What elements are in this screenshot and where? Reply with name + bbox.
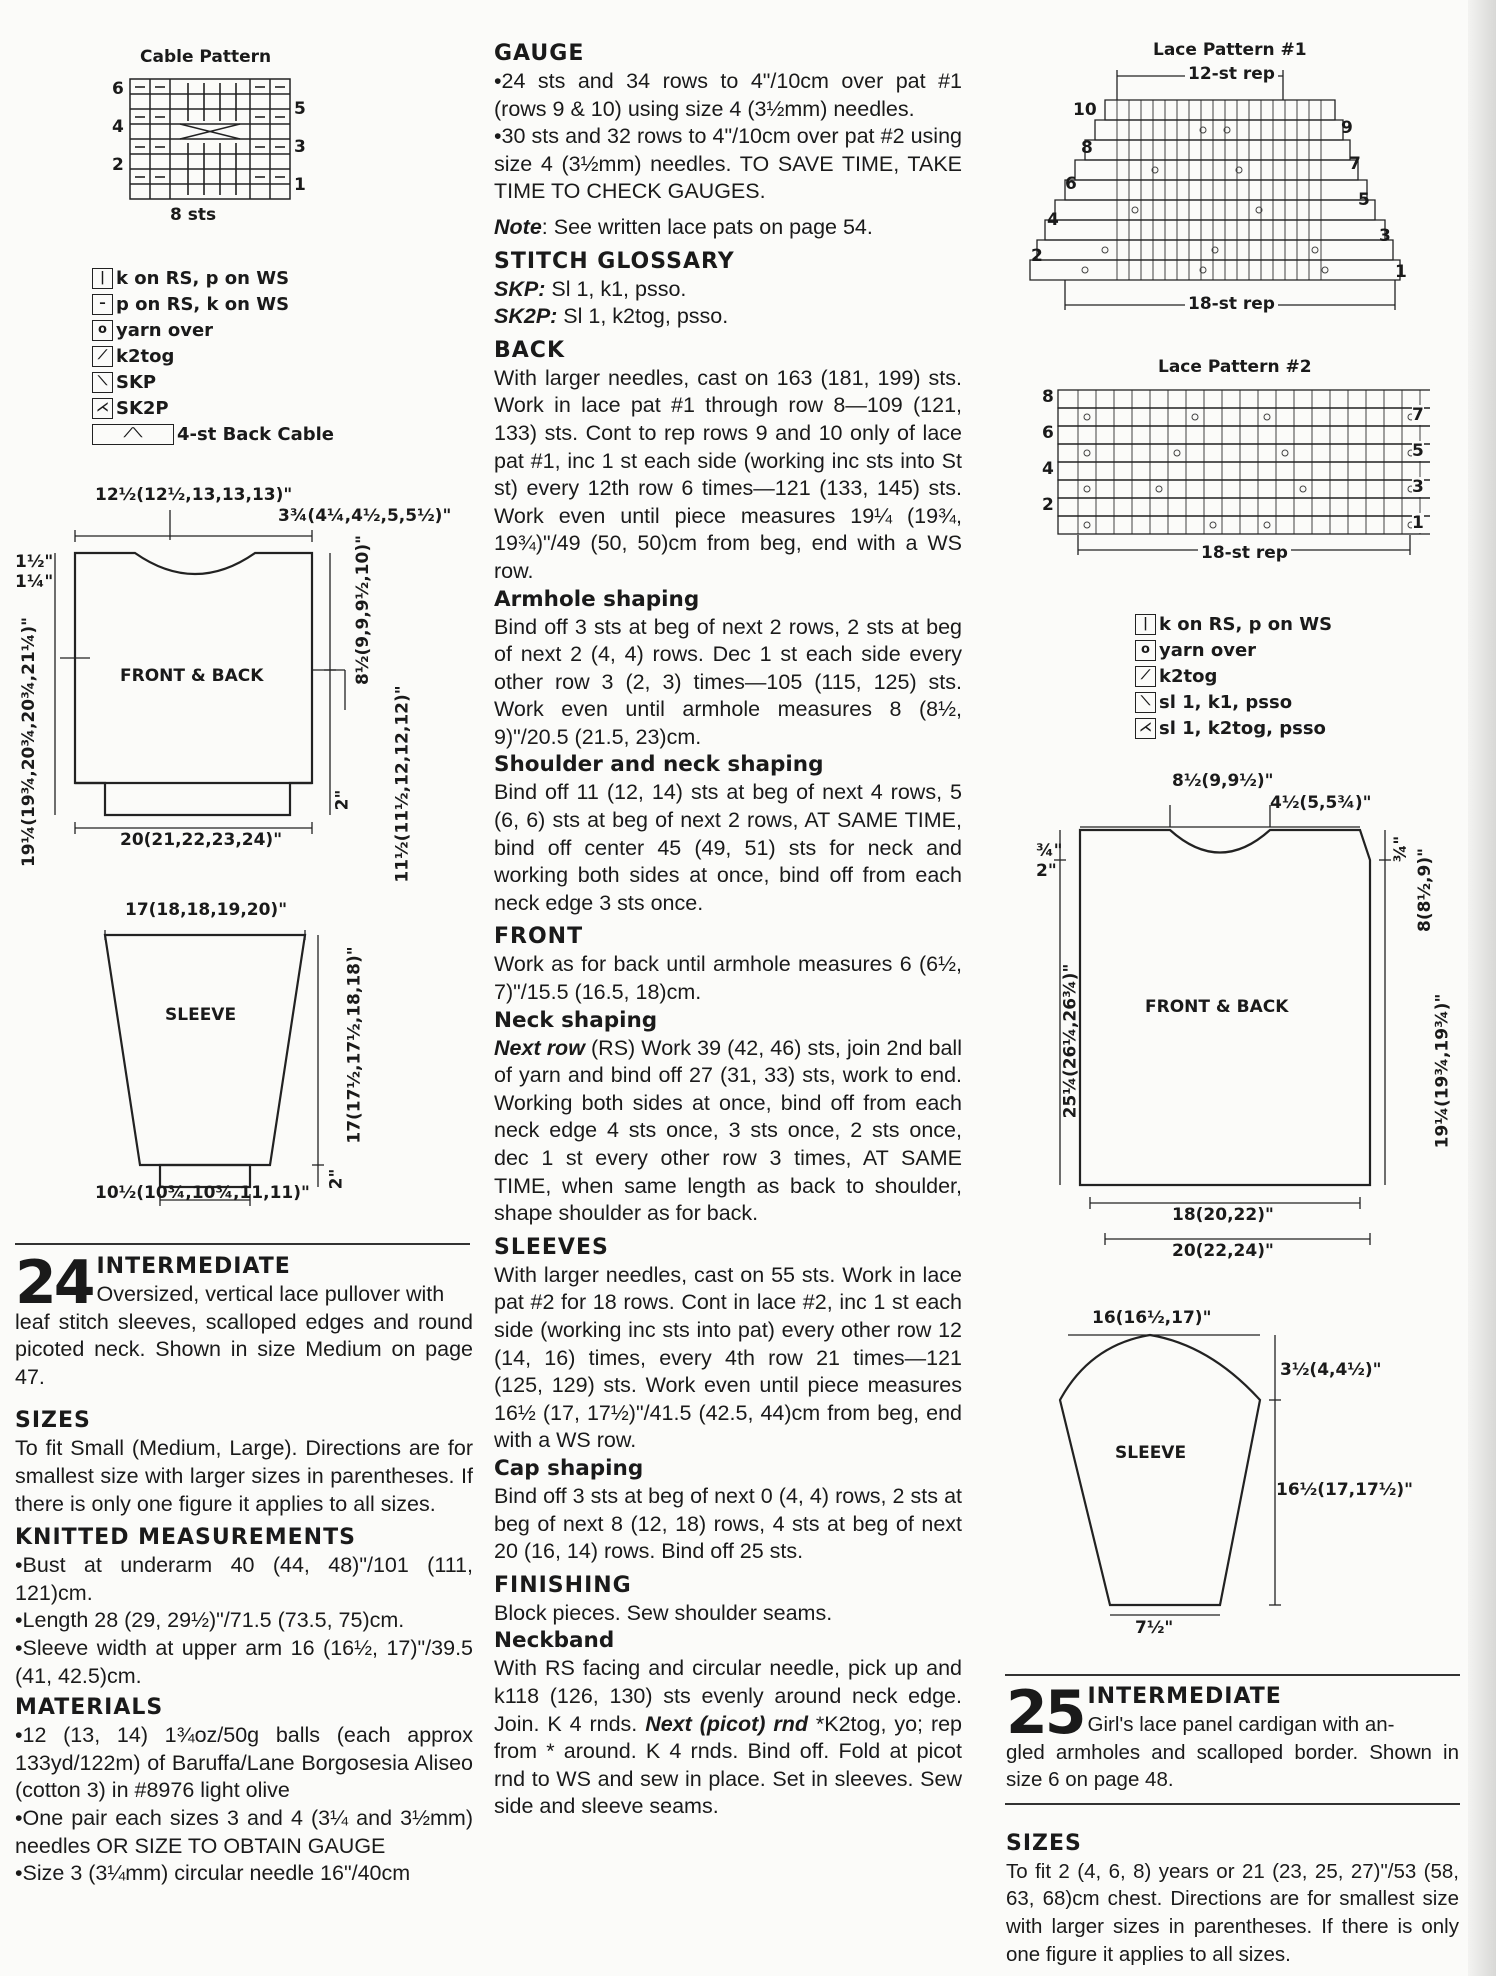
pattern-25-sizes-heading: SIZES <box>1006 1830 1082 1856</box>
front-text: Work as for back until armhole measures 6 (6½, 7)"/15.5 (16.5, 18)cm. <box>494 952 962 1005</box>
pattern-24-intro-first: Oversized, vertical lace pullover with <box>96 1282 445 1306</box>
pattern-24-knitted-heading: KNITTED MEASUREMENTS <box>15 1525 356 1551</box>
lace-1-row-3: 3 <box>1379 226 1391 246</box>
cable-row-2: 2 <box>112 155 124 175</box>
cable-row-3: 3 <box>294 137 306 157</box>
cable-row-1: 1 <box>294 175 306 195</box>
schematic-24-neck2-dim: 1¼" <box>15 572 54 592</box>
glossary-sk2p: SK2P: Sl 1, k2tog, psso. <box>494 304 729 329</box>
neckband-text: With RS facing and circular needle, pick up and k118 (126, 130) sts evenly around neck edge. Join. K 4 rnds. Next (picot) rnd *K2tog, yo; rep from * around. K 4 rnds. Bind off. Fold at picot rnd to WS and sew in place. Set in sleeves. Sew side and sleeve seams. <box>494 1656 963 1819</box>
schematic-25-top-dim: 8½(9,9½)" <box>1172 771 1274 791</box>
pattern-25-level: INTERMEDIATE <box>1087 1684 1282 1709</box>
neckband-heading: Neckband <box>494 1628 615 1654</box>
lace-2-row-1: 1 <box>1412 513 1424 533</box>
schematic-25-sleeve-top-dim: 16(16½,17)" <box>1092 1308 1212 1328</box>
sk2p-symbol-icon: ⋌ <box>1135 718 1156 739</box>
lace-key <box>1135 611 1395 741</box>
gauge-item: •24 sts and 34 rows to 4"/10cm over pat #1 (rows 9 & 10) using size 4 (3½mm) needles. <box>494 69 962 121</box>
pattern-25-intro-first: Girl's lace panel cardigan with an- <box>1087 1713 1395 1736</box>
knit-symbol-icon: | <box>1135 614 1156 635</box>
purl-symbol-icon: – <box>92 294 113 315</box>
pattern-24-materials-heading: MATERIALS <box>15 1695 164 1721</box>
pattern-24-intro: leaf stitch sleeves, scalloped edges and round picoted neck. Shown in size Medium on page 47. <box>15 1309 473 1389</box>
lace-1-row-8: 8 <box>1081 138 1093 158</box>
pattern-24-knitted-list <box>15 1552 473 1690</box>
schematic-25-shoulder-dim: 4½(5,5¾)" <box>1270 793 1372 813</box>
neck-text: Next row (RS) Work 39 (42, 46) sts, join 2nd ball of yarn and bind off 27 (31, 33) sts, work to end. Working both sides at once, bind off from each neck edge 4 sts once, 3 sts once, 2 sts once, dec 1 st every other row 3 times, AT SAME TIME, when same length as back to shoulder, shape shoulder as for back. <box>494 1035 962 1226</box>
schematic-25-sleeve-outline <box>1050 1305 1450 1645</box>
pattern-24-sizes: To fit Small (Medium, Large). Directions are for smallest size with larger sizes in parentheses. If there is only one figure it applies to all sizes. <box>15 1436 473 1516</box>
key2-item-k2tog: ⟋ k2tog <box>1135 663 1395 689</box>
lace-2-title: Lace Pattern #2 <box>1158 357 1312 377</box>
gauge-heading: GAUGE <box>494 41 585 66</box>
lace-1-row-10: 10 <box>1073 100 1097 120</box>
finishing-heading: FINISHING <box>494 1572 632 1598</box>
schematic-25-body-label: FRONT & BACK <box>1145 997 1289 1017</box>
cable-row-6: 6 <box>112 79 124 99</box>
shoulder-heading: Shoulder and neck shaping <box>494 752 824 778</box>
cable-key <box>92 265 412 447</box>
armhole-text: Bind off 3 sts at beg of next 2 rows, 2 sts at beg of next 2 (4, 4) rows. Dec 1 st each side every other row 3 (2, 3) times—105 (115, 125) sts. Work even until armhole measures 8 (8½, 9)"/20.5 (21.5, 23)cm. <box>494 614 962 749</box>
back-heading: BACK <box>494 337 565 363</box>
key-item-back-cable: ⟋⟍ 4-st Back Cable <box>92 421 412 447</box>
schematic-24-rib-dim: 2" <box>332 789 353 811</box>
schematic-24-sleeve-rib-dim: 2" <box>326 1168 347 1190</box>
cable-chart-title: Cable Pattern <box>140 47 272 67</box>
sleeves-heading: SLEEVES <box>494 1234 609 1260</box>
lace-1-title: Lace Pattern #1 <box>1153 40 1307 60</box>
knit-symbol-icon: | <box>92 268 113 289</box>
skp-symbol-icon: ⟍ <box>92 372 113 393</box>
schematic-25-length-dim: 25¼(26¼,26¾)" <box>1060 963 1081 1119</box>
schematic-24-sleeve-bottom-dim: 10½(10¾,10¾,11,11)" <box>95 1183 310 1203</box>
pattern-24-materials-list <box>15 1722 473 1888</box>
schematic-25-armhole-dim: 8(8½,9)" <box>1414 848 1435 932</box>
glossary-heading: STITCH GLOSSARY <box>494 248 735 274</box>
lace-1-row-9: 9 <box>1341 118 1353 138</box>
cable-chart-grid <box>100 75 320 205</box>
schematic-24-sleeve-top-dim: 17(18,18,19,20)" <box>125 900 288 920</box>
schematic-25-sleeve-bottom-dim: 7½" <box>1135 1618 1174 1638</box>
cap-heading: Cap shaping <box>494 1455 644 1481</box>
schematic-25-sleeve-cap-dim: 3½(4,4½)" <box>1280 1360 1382 1380</box>
pattern-25-text <box>1006 1677 1459 1968</box>
list-item: •One pair each sizes 3 and 4 (3¼ and 3½mm) needles OR SIZE TO OBTAIN GAUGE <box>15 1805 473 1858</box>
cable-chart <box>100 45 320 235</box>
lace-1-row-5: 5 <box>1358 190 1370 210</box>
pattern-25-sizes: To fit 2 (4, 6, 8) years or 21 (23, 25, 27)"/53 (58, 63, 68)cm chest. Directions are for smallest size with larger sizes in parentheses. If there is only one figure it applies to all sizes. <box>1006 1859 1459 1966</box>
list-item: •Bust at underarm 40 (44, 48)"/101 (111, 121)cm. <box>15 1553 473 1605</box>
lace-2-row-5: 5 <box>1412 441 1424 461</box>
divider-24 <box>15 1243 470 1245</box>
pattern-24-text <box>15 1247 473 1888</box>
schematic-24-shoulder-dim: 3¾(4¼,4½,5,5½)" <box>278 506 452 526</box>
lace-2-grid <box>1030 355 1430 565</box>
pattern-25-intro: gled armholes and scalloped border. Shown in size 6 on page 48. <box>1006 1740 1459 1792</box>
gauge-item: •30 sts and 32 rows to 4"/10cm over pat #2 using size 4 (3½mm) needles. TO SAVE TIME, TAKE TIME TO CHECK GAUGES. <box>494 124 962 204</box>
key2-item-skp: ⟍ sl 1, k1, psso <box>1135 689 1395 715</box>
yarn-over-symbol-icon: o <box>1135 640 1156 661</box>
list-item: •Size 3 (3¼mm) circular needle 16"/40cm <box>15 1861 411 1886</box>
middle-column <box>494 40 962 1821</box>
key-item-k2tog: ⟋ k2tog <box>92 343 412 369</box>
key2-item-yarn-over: o yarn over <box>1135 637 1395 663</box>
back-cable-symbol-icon: ⟋⟍ <box>92 424 174 445</box>
schematic-24-armhole-dim: 8½(9,9,9½,10)" <box>352 535 373 685</box>
schematic-24-sleeve-length-dim: 17(17½,17½,18,18)" <box>344 946 365 1144</box>
schematic-24-front-back <box>0 480 470 883</box>
schematic-24-bottom-dim: 20(21,22,23,24)" <box>120 830 283 850</box>
skp-symbol-icon: ⟍ <box>1135 692 1156 713</box>
key2-item-sk2p: ⋌ sl 1, k2tog, psso <box>1135 715 1395 741</box>
pattern-25-number: 25 <box>1006 1677 1084 1748</box>
lace-2-row-4: 4 <box>1042 459 1054 479</box>
divider-25 <box>1005 1674 1460 1676</box>
lace-2-row-6: 6 <box>1042 423 1054 443</box>
schematic-25-sleeve-length-dim: 16½(17,17½)" <box>1276 1480 1414 1500</box>
neck-heading: Neck shaping <box>494 1007 658 1033</box>
schematic-25-neck1-dim: ¾" <box>1036 841 1063 861</box>
list-item: •Length 28 (29, 29½)"/71.5 (73.5, 75)cm. <box>15 1608 405 1633</box>
pattern-24-level: INTERMEDIATE <box>96 1254 291 1279</box>
schematic-25-small-dim: ¾" <box>1391 835 1412 863</box>
schematic-24-sleeve-label: SLEEVE <box>165 1005 237 1025</box>
k2tog-symbol-icon: ⟋ <box>92 346 113 367</box>
pattern-24-sizes-heading: SIZES <box>15 1408 91 1434</box>
schematic-25-side-dim: 19¼(19¾,19¾)" <box>1432 993 1453 1149</box>
page-binding-edge <box>1468 0 1496 1976</box>
schematic-24-sleeve <box>80 895 380 1225</box>
list-item: •12 (13, 14) 1¾oz/50g balls (each approx 133yd/122m) of Baruffa/Lane Borgosesia Aliseo (cotton 3) in #8976 light olive <box>15 1723 473 1803</box>
schematic-25-sleeve-label: SLEEVE <box>1115 1443 1187 1463</box>
lace-1-row-4: 4 <box>1047 210 1059 230</box>
lace-2-row-8: 8 <box>1042 387 1054 407</box>
schematic-25-neck2-dim: 2" <box>1036 861 1057 881</box>
sk2p-symbol-icon: ⋌ <box>92 398 113 419</box>
cable-stitch-count: 8 sts <box>170 205 217 225</box>
schematic-24-top-dim: 12½(12½,13,13,13)" <box>95 485 293 505</box>
lace-2-row-3: 3 <box>1412 477 1424 497</box>
schematic-25-sleeve <box>1050 1305 1450 1645</box>
schematic-24-side-dim: 11½(11½,12,12,12)" <box>392 685 413 883</box>
lace-2-row-7: 7 <box>1412 405 1424 425</box>
schematic-25-front-back <box>1030 765 1460 1265</box>
lace-1-row-7: 7 <box>1349 154 1361 174</box>
lace-1-row-6: 6 <box>1065 174 1077 194</box>
schematic-25-bottom-dim: 20(22,24)" <box>1172 1241 1274 1261</box>
cap-text: Bind off 3 sts at beg of next 0 (4, 4) rows, 2 sts at beg of next 8 (12, 18) rows, 4 sts at beg of next 20 (16, 14) rows. Bind off 25 sts. <box>494 1483 962 1564</box>
key-item-sk2p: ⋌ SK2P <box>92 395 412 421</box>
schematic-24-length-dim: 19¼(19¾,20¾,20¾,21¼)" <box>19 616 40 868</box>
schematic-24-body-label: FRONT & BACK <box>120 666 264 686</box>
armhole-heading: Armhole shaping <box>494 586 700 612</box>
key2-item-knit: | k on RS, p on WS <box>1135 611 1395 637</box>
lace-2-row-2: 2 <box>1042 495 1054 515</box>
yarn-over-symbol-icon: o <box>92 320 113 341</box>
k2tog-symbol-icon: ⟋ <box>1135 666 1156 687</box>
list-item: •Sleeve width at upper arm 16 (16½, 17)"/39.5 (41, 42.5)cm. <box>15 1635 473 1688</box>
lace-1-row-2: 2 <box>1031 246 1043 266</box>
sleeves-text: With larger needles, cast on 55 sts. Work in lace pat #2 for 18 rows. Cont in lace #2, inc 1 st each side (working inc sts into pat) every other row 12 (14, 16) times, every 4th row 21 times—121 (125, 129) sts. Work even until piece measures 16½ (17, 17½)"/41.5 (42.5, 44)cm from beg, end with a WS row. <box>494 1262 962 1453</box>
shoulder-text: Bind off 11 (12, 14) sts at beg of next 4 rows, 5 (6, 6) sts at beg of next 2 rows, AT SAME TIME, bind off center 45 (49, 51) sts for neck and working both sides at once, bind off from each neck edge 3 sts once. <box>494 780 962 915</box>
schematic-24-neck1-dim: 1½" <box>15 552 54 572</box>
key-item-yarn-over: o yarn over <box>92 317 412 343</box>
cable-row-4: 4 <box>112 117 124 137</box>
back-text: With larger needles, cast on 163 (181, 199) sts. Work in lace pat #1 through row 8—109 (121, 133) sts. Cont to rep rows 9 and 10 only of lace pat #1, inc 1 st each side (working inc sts into St st) every 12th row 6 times—121 (133, 145) sts. Work even until piece measures 19¼ (19¾, 19¾)"/49 (50, 50)cm from beg, end with a WS row. <box>494 365 962 583</box>
glossary-skp: SKP: Sl 1, k1, psso. <box>494 276 687 301</box>
front-heading: FRONT <box>494 924 584 950</box>
schematic-25-inner-dim: 18(20,22)" <box>1172 1205 1274 1225</box>
lace-chart-1 <box>1025 40 1425 320</box>
key-item-purl: – p on RS, k on WS <box>92 291 412 317</box>
lace-1-bottom-rep: 18-st rep <box>1185 294 1278 314</box>
divider-25-sizes <box>1005 1803 1460 1805</box>
pattern-24-number: 24 <box>15 1247 93 1318</box>
lace-chart-2 <box>1030 355 1430 565</box>
key-item-skp: ⟍ SKP <box>92 369 412 395</box>
lace-1-top-rep: 12-st rep <box>1185 64 1278 84</box>
lace-1-row-1: 1 <box>1395 262 1407 282</box>
note: Note: See written lace pats on page 54. <box>494 214 873 239</box>
key-item-knit: | k on RS, p on WS <box>92 265 412 291</box>
cable-row-5: 5 <box>294 99 306 119</box>
finishing-text: Block pieces. Sew shoulder seams. <box>494 1600 833 1625</box>
lace-2-bottom-rep: 18-st rep <box>1198 543 1291 563</box>
